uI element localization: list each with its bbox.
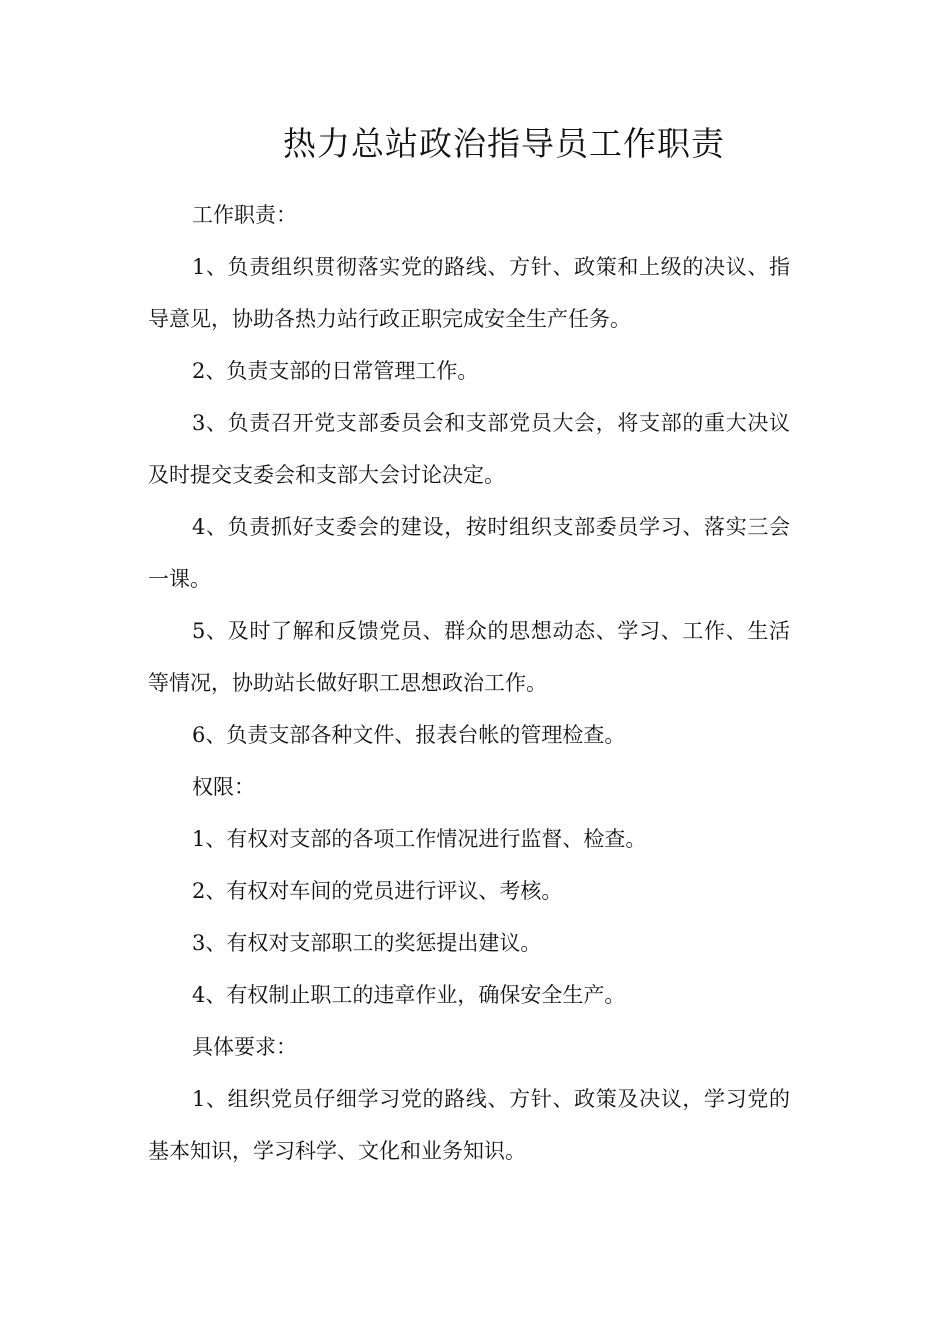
authority-item-3: 3、有权对支部职工的奖惩提出建议。 xyxy=(192,931,542,955)
authority-item-1: 1、有权对支部的各项工作情况进行监督、检查。 xyxy=(192,827,647,851)
section-heading-requirements: 具体要求： xyxy=(192,1035,297,1059)
section-heading-duties: 工作职责： xyxy=(192,203,297,227)
duty-item-4: 4、负责抓好支委会的建设，按时组织支部委员学习、落实三会一课。 xyxy=(148,515,790,591)
duty-item-3: 3、负责召开党支部委员会和支部党员大会，将支部的重大决议及时提交支委会和支部大会讨论决定。 xyxy=(148,411,790,487)
section-heading-authority: 权限： xyxy=(192,775,255,799)
authority-item-2: 2、有权对车间的党员进行评议、考核。 xyxy=(192,879,563,903)
authority-item-4: 4、有权制止职工的违章作业，确保安全生产。 xyxy=(192,983,626,1007)
duty-item-6: 6、负责支部各种文件、报表台帐的管理检查。 xyxy=(192,723,626,747)
document-body xyxy=(148,189,790,1177)
duty-item-1: 1、负责组织贯彻落实党的路线、方针、政策和上级的决议、指导意见，协助各热力站行政正职完成安全生产任务。 xyxy=(148,255,790,331)
document-title: 热力总站政治指导员工作职责 xyxy=(283,124,725,163)
requirement-item-1: 1、组织党员仔细学习党的路线、方针、政策及决议，学习党的基本知识，学习科学、文化和业务知识。 xyxy=(148,1087,790,1163)
duty-item-5: 5、及时了解和反馈党员、群众的思想动态、学习、工作、生活等情况，协助站长做好职工思想政治工作。 xyxy=(148,619,790,695)
duty-item-2: 2、负责支部的日常管理工作。 xyxy=(192,359,479,383)
